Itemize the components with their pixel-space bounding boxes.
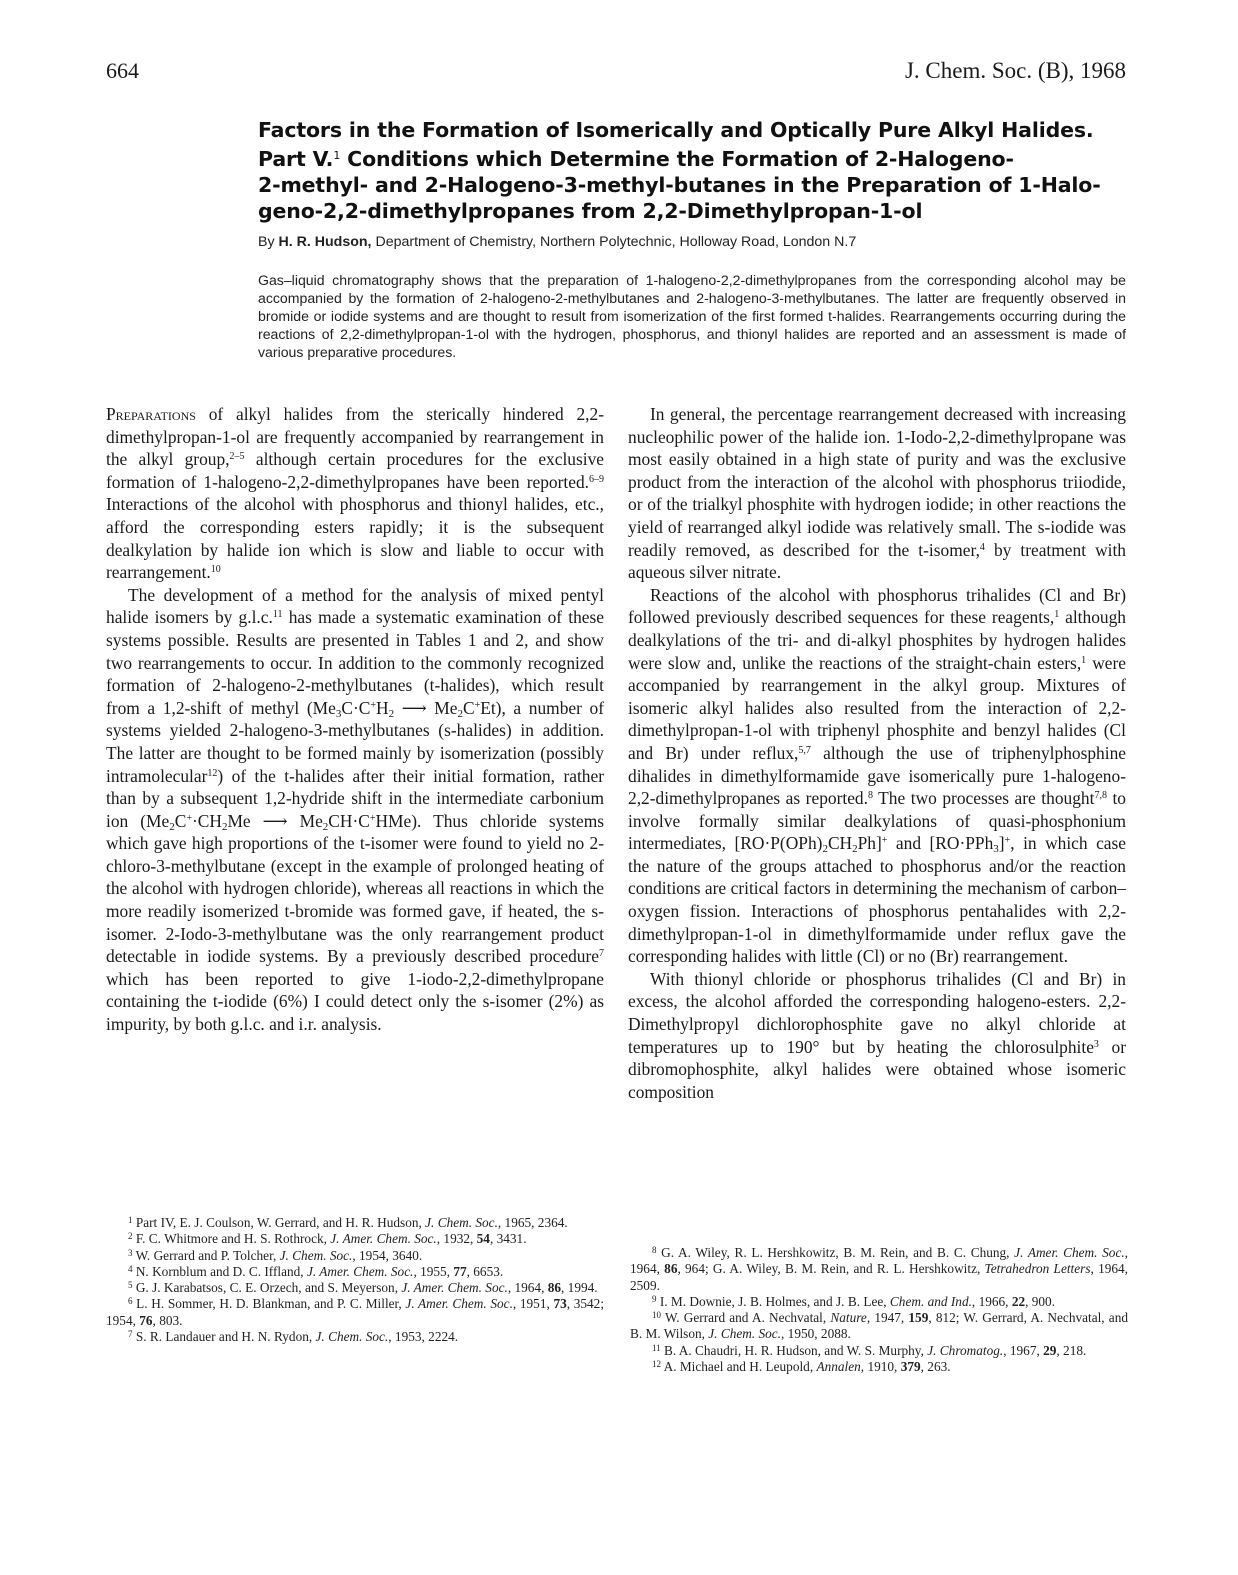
journal-name: J. Amer. Chem. Soc. [405,1296,513,1312]
volume: 22 [1011,1293,1026,1309]
text: , 1965, 2364. [497,1215,568,1230]
text: , 803. [152,1312,183,1328]
text: although the use of triphenylphosphine dihalides in dimethylformamide gave isomerically pure 1-halogeno-2,2-dimethylpropanes as reported. [628,742,1126,809]
ref: 1 [1081,654,1087,666]
subscript: 2 [457,707,463,720]
title-line: geno-2,2-dimethylpropanes from 2,2-Dimethylpropan-1-ol [258,199,923,223]
text: H [376,697,389,718]
journal-name: Tetrahedron Letters [984,1261,1091,1277]
journal-name: J. Amer. Chem. Soc. [306,1263,414,1279]
title-part: Part V. [258,147,334,171]
text: C [174,810,187,831]
journal-name: Chem. and Ind. [889,1293,972,1309]
text: , 1955, [413,1263,454,1279]
ref: 8 [867,790,873,802]
text: , 1953, 2224. [388,1329,459,1345]
ref: 5,7 [798,744,811,756]
ref: 12 [207,767,218,779]
title-ref: 1 [333,149,341,162]
charge: + [370,699,377,711]
footnote [106,1215,604,1231]
volume: 76 [139,1312,153,1328]
body-right-column [628,403,1126,1103]
subscript: 2 [169,820,175,833]
text: , 1966, [971,1293,1012,1309]
text: , 1967, [1003,1342,1044,1358]
text: , in which case the nature of the groups attached to phosphorus and/or the reaction conditions are critical factors in determining the mechanism of carbon–oxygen fission. Interactions of phosphorus pentahalides with 2,2-dimethylpropan-1-ol in dimethylformamide under reflux gave the corresponding halides with little (Cl) or no (Br) rearrangement. [628,833,1126,967]
paragraph [106,584,604,1036]
abstract: Gas–liquid chromatography shows that the preparation of 1-halogeno-2,2-dimethylpropanes from the corresponding alcohol may be accompanied by the formation of 2-halogeno-2-methylbutanes and 2-halogeno-3-methylbutanes. The latter are frequently observed in bromide or iodide systems and are thought to result from isomerization of the first formed t-halides. Rearrangements occurring during the reactions of 2,2-dimethylpropan-1-ol with the hydrogen, phosphorus, and thionyl halides are reported and an assessment is made of various preparative procedures. [258,272,1126,361]
footnote-number: 10 [652,1310,661,1321]
text: G. J. Karabatsos, C. E. Orzech, and S. Meyerson, [135,1280,402,1296]
volume: 379 [900,1359,921,1375]
title-line: 2-methyl- and 2-Halogeno-3-methyl-butanes in the Preparation of 1-Halo- [258,173,1101,197]
ref: 7 [599,948,604,960]
footnote-number: 3 [128,1247,133,1258]
text: Me ⟶ Me [227,810,323,831]
text: CH·C [328,810,370,831]
journal-header: J. Chem. Soc. (B), 1968 [904,58,1126,83]
text: The development of a method for the analysis of mixed pentyl halide isomers by g.l.c. [106,584,604,628]
volume: 29 [1043,1342,1057,1358]
volume: 54 [476,1231,490,1247]
text: In general, the percentage rearrangement decreased with increasing nucleophilic power of the halide ion. 1-Iodo-2,2-dimethylpropane was most easily obtained in a high state of purity and was the exclusive product from the interaction of the alcohol with phosphorus triiodide, or of the trialkyl phosphite with hydrogen iodide; in other reactions the yield of rearranged alkyl iodide was relatively small. The s-iodide was readily removed, as described for the t-isomer, [628,404,1126,560]
text: , 1964, [507,1280,548,1296]
journal-name: J. Chromatog. [927,1342,1004,1358]
ref: 7,8 [1094,790,1107,802]
text: ⟶ Me [394,697,458,718]
text: ·CH [191,810,222,831]
text: and [RO·PPh [887,833,994,854]
text: W. Gerrard and P. Tolcher, [135,1247,280,1263]
charge: + [881,835,888,847]
title-part: Conditions which Determine the Formation of 2-Halogeno- [340,147,1014,171]
text: , 263. [920,1359,951,1375]
text: F. C. Whitmore and H. S. Rothrock, [135,1231,331,1247]
text: B. A. Chaudri, H. R. Hudson, and W. S. Murphy, [664,1342,928,1358]
page-number: 664 [106,58,139,83]
text: Ph] [857,833,882,854]
subscript: 2 [822,843,828,856]
journal-name: J. Chem. Soc. [315,1329,389,1345]
title-line [258,143,1138,172]
text: ) of the t-halides after their initial formation, rather than by a subsequent 1,2-hydride shift in the intermediate carbonium ion (Me [106,765,604,831]
text: , 1947, [866,1310,909,1326]
text: , 6653. [466,1263,504,1279]
footnote-number: 9 [652,1293,657,1304]
text: by treatment with aqueous silver nitrate. [628,539,1126,583]
paragraph [628,968,1126,1104]
text: With thionyl chloride or phosphorus trihalides (Cl and Br) in excess, the alcohol afforded the corresponding halogeno-esters. 2,2-Dimethylpropyl dichlorophosphite gave no alkyl chloride at temperatures up to 190° but by heating the chlorosulphite [628,968,1126,1057]
journal-name: J. Amer. Chem. Soc. [1014,1245,1125,1260]
footnote-number: 12 [652,1359,661,1370]
footnote [106,1264,604,1280]
author: H. R. Hudson, [278,234,372,250]
text: of alkyl halides from the sterically hindered 2,2-dimethylpropan-1-ol are frequently accompanied by rearrangement in the alkyl group, [106,404,604,470]
footnote [106,1329,604,1345]
text: although certain procedures for the exclusive formation of 1-halogeno-2,2-dimethylpropanes have been reported. [106,449,604,492]
ref: 10 [210,564,221,576]
footnote [630,1294,1128,1310]
journal-name: Nature [830,1310,867,1326]
text: CH [827,833,853,854]
byline [258,234,1138,250]
text: , 1964, [630,1245,1128,1277]
journal-name: J. Amer. Chem. Soc. [401,1280,508,1296]
journal-name: J. Amer. Chem. Soc. [330,1231,437,1247]
footnote [106,1280,604,1296]
text: , 1994. [561,1280,598,1296]
footnote-number: 11 [652,1342,661,1353]
footnote-number: 6 [128,1296,133,1307]
footnote [630,1343,1128,1359]
text: has made a systematic examination of these systems possible. Results are presented in Tables 1 and 2, and show two rearrangements to occur. In addition to the commonly recognized formation of 2-halogeno-2-methylbutanes (t-halides), which result from a 1,2-shift of methyl (Me [106,607,604,718]
footnote-number: 2 [128,1231,133,1242]
text: , 1954, 3640. [352,1247,423,1263]
ref: 6–9 [589,473,604,485]
text: C·C [341,697,371,718]
text: to involve formally similar dealkylations of quasi-phosphonium intermediates, [RO·P(OPh) [628,788,1126,854]
text: Interactions of the alcohol with phosphorus and thionyl halides, etc., afford the corresponding esters rapidly; it is the subsequent dealkylation by halide ion which is slow and liable to occur with rearrangement. [106,494,604,583]
journal-name: J. Chem. Soc. [425,1215,498,1230]
text: or dibromophosphite, alkyl halides were obtained whose isomeric composition [628,1036,1126,1102]
footnote-number: 4 [128,1263,133,1274]
footnote-number: 7 [128,1329,133,1340]
lead-word: Preparations [106,404,196,424]
text: C [462,697,475,718]
footnote [106,1248,604,1264]
text: The two processes are thought [872,788,1095,809]
volume: 86 [664,1261,678,1277]
text: ] [998,833,1005,854]
subscript: 2 [322,820,329,833]
volume: 73 [553,1296,567,1312]
paragraph [628,584,1126,968]
text: , 3542; 1954, [106,1296,605,1328]
journal-name: J. Chem. Soc. [708,1326,782,1342]
text: S. R. Landauer and H. N. Rydon, [135,1329,316,1345]
text: , 3431. [489,1231,527,1247]
footnotes-right [630,1245,1128,1375]
subscript: 2 [221,820,228,833]
text: , 218. [1056,1342,1087,1358]
paragraph [628,403,1126,584]
footnote-number: 1 [128,1215,133,1225]
footnote [106,1296,604,1329]
ref: 2–5 [229,451,245,463]
footnote [106,1231,604,1247]
text: , 1932, [436,1231,477,1247]
volume: 77 [453,1263,467,1279]
text: , 812; W. Gerrard, A. Nechvatal, and B. M. Wilson, [630,1310,1128,1342]
subscript: 3 [335,707,342,720]
subscript: 2 [388,707,395,720]
text: , 900. [1025,1293,1056,1309]
text: which has been reported to give 1-iodo-2,2-dimethylpropane containing the t-iodide (6%) I could detect only the s-isomer (2%) as impurity, by both g.l.c. and i.r. analysis. [106,968,604,1035]
text: Part IV, E. J. Coulson, W. Gerrard, and H. R. Hudson, [135,1215,426,1230]
ref: 1 [1054,609,1060,621]
charge: + [369,812,376,824]
text: HMe). Thus chloride systems which gave high proportions of the t-isomer were found to yield no 2-chloro-3-methylbutane (except in the example of prolonged heating of the alcohol with hydrogen chloride), whereas all reactions in which the more readily isomerized t-bromide was formed gave, if heated, the s-isomer. 2-Iodo-3-methylbutane was the only rearrangement product detectable in iodide systems. By a previously described procedure [106,810,604,967]
text: N. Kornblum and D. C. Iffland, [135,1263,307,1279]
byline-prefix: By [258,234,279,250]
body-left-column [106,403,604,1036]
subscript: 2 [852,843,858,856]
charge: + [186,812,192,824]
text: I. M. Downie, J. B. Holmes, and J. B. Lee, [659,1293,890,1309]
footnotes-left [106,1215,604,1345]
footnote-number: 5 [128,1280,133,1291]
ref: 4 [979,541,985,553]
text: L. H. Sommer, H. D. Blankman, and P. C. Miller, [136,1296,406,1312]
text: , 964; G. A. Wiley, B. M. Rein, and R. L. Hershkowitz, [677,1261,985,1277]
text: G. A. Wiley, R. L. Hershkowitz, B. M. Rein, and B. C. Chung, [661,1245,1015,1260]
charge: + [474,699,481,711]
ref: 11 [272,609,283,621]
volume: 159 [908,1310,929,1326]
footnote [630,1310,1128,1343]
charge: + [1004,835,1011,847]
paragraph [106,403,604,584]
text: W. Gerrard and A. Nechvatal, [664,1310,831,1326]
journal-name: J. Chem. Soc. [279,1247,353,1263]
text: were accompanied by rearrangement in the alkyl group. Mixtures of isomeric alkyl halides also resulted from the interaction of 2,2-dimethylpropan-1-ol with triphenyl phosphite and benzyl halides (Cl and Br) under reflux, [628,652,1126,763]
text: , 1951, [512,1296,554,1312]
text: , 1964, 2509. [630,1261,1128,1293]
text: although dealkylations of the tri- and di-alkyl phosphites by hydrogen halides were slow and, unlike the reactions of the straight-chain esters, [628,607,1126,673]
text: Reactions of the alcohol with phosphorus trihalides (Cl and Br) followed previously described sequences for these reagents, [628,584,1126,628]
footnote [630,1245,1128,1294]
text: A. Michael and H. Leupold, [663,1359,817,1375]
volume: 86 [547,1280,562,1296]
text: Et), a number of systems yielded 2-halogeno-3-methylbutanes (s-halides) in addition. The latter are thought to be formed mainly by isomerization (possibly intramolecular [106,697,605,786]
footnote-number: 8 [652,1245,657,1255]
journal-name: Annalen [816,1359,861,1375]
footnote [630,1359,1128,1375]
text: , 1910, [860,1359,901,1375]
article-title [258,117,1138,224]
subscript: 3 [993,843,999,856]
text: , 1950, 2088. [781,1326,851,1342]
affiliation: Department of Chemistry, Northern Polytechnic, Holloway Road, London N.7 [371,234,857,250]
title-line: Factors in the Formation of Isomerically and Optically Pure Alkyl Halides. [258,118,1094,142]
ref: 3 [1093,1038,1099,1050]
